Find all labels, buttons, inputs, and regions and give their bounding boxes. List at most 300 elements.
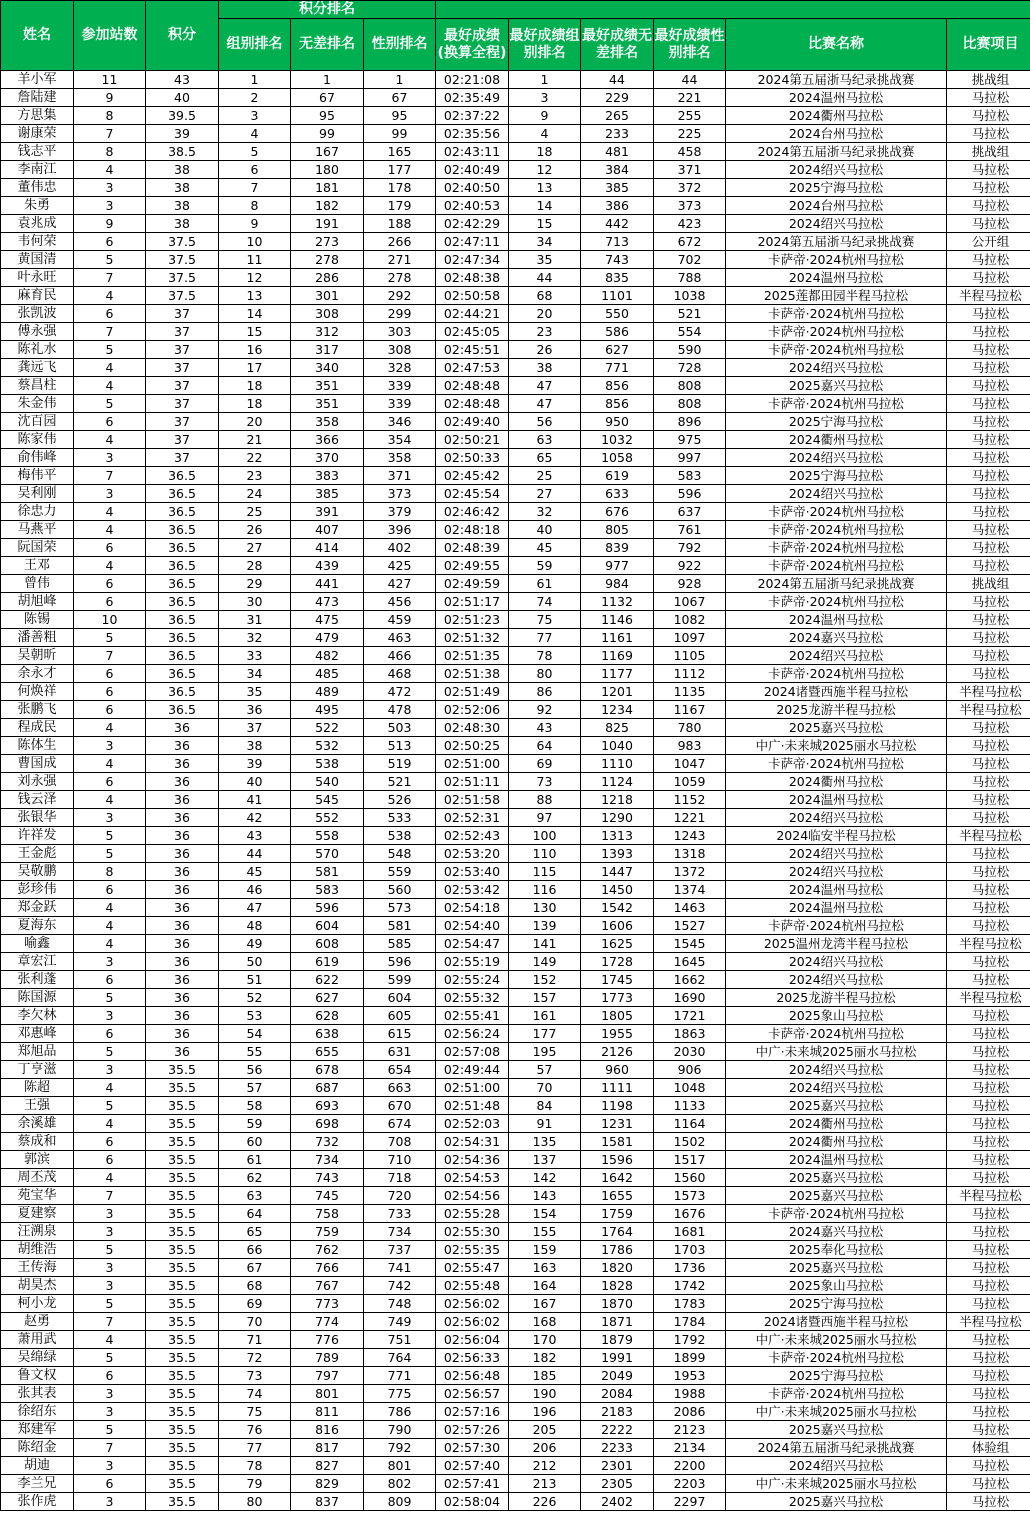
cell-group-rank: 45: [219, 863, 291, 881]
cell-group-rank: 35: [219, 683, 291, 701]
cell-overall-rank: 366: [291, 431, 364, 449]
cell-race: 2025嘉兴马拉松: [726, 377, 947, 395]
table-row: [1, 1043, 1030, 1061]
cell-points: 35.5: [146, 1475, 219, 1493]
cell-event: 马拉松: [947, 845, 1030, 863]
cell-gender-rank: 654: [364, 1061, 436, 1079]
cell-overall-rank: 734: [291, 1151, 364, 1169]
table-row: [1, 161, 1030, 179]
cell-stations: 10: [74, 611, 146, 629]
cell-race: 卡萨帝·2024杭州马拉松: [726, 917, 947, 935]
cell-best-group-rank: 185: [509, 1367, 581, 1385]
cell-event: 马拉松: [947, 953, 1030, 971]
cell-gender-rank: 809: [364, 1493, 436, 1511]
cell-name: 麻育民: [1, 287, 74, 305]
cell-overall-rank: 767: [291, 1277, 364, 1295]
cell-best-gender-rank: 1048: [654, 1079, 726, 1097]
cell-event: 马拉松: [947, 1241, 1030, 1259]
cell-name: 张凯波: [1, 305, 74, 323]
cell-best-group-rank: 73: [509, 773, 581, 791]
cell-gender-rank: 559: [364, 863, 436, 881]
cell-points: 35.5: [146, 1331, 219, 1349]
cell-points: 36.5: [146, 503, 219, 521]
cell-stations: 5: [74, 845, 146, 863]
cell-race: 2025龙游半程马拉松: [726, 701, 947, 719]
cell-group-rank: 18: [219, 395, 291, 413]
cell-stations: 4: [74, 557, 146, 575]
cell-best-time: 02:51:35: [436, 647, 509, 665]
table-row: [1, 917, 1030, 935]
cell-best-group-rank: 3: [509, 89, 581, 107]
cell-points: 38.5: [146, 143, 219, 161]
cell-group-rank: 34: [219, 665, 291, 683]
cell-best-time: 02:54:56: [436, 1187, 509, 1205]
cell-points: 35.5: [146, 1277, 219, 1295]
cell-best-group-rank: 34: [509, 233, 581, 251]
cell-group-rank: 3: [219, 107, 291, 125]
cell-name: 郑金跃: [1, 899, 74, 917]
cell-best-gender-rank: 922: [654, 557, 726, 575]
cell-gender-rank: 670: [364, 1097, 436, 1115]
cell-points: 35.5: [146, 1133, 219, 1151]
cell-event: 马拉松: [947, 1331, 1030, 1349]
cell-best-gender-rank: 1372: [654, 863, 726, 881]
cell-name: 徐忠力: [1, 503, 74, 521]
cell-best-group-rank: 26: [509, 341, 581, 359]
table-row: [1, 665, 1030, 683]
cell-name: 朱勇: [1, 197, 74, 215]
cell-race: 卡萨帝·2024杭州马拉松: [726, 539, 947, 557]
cell-points: 36: [146, 935, 219, 953]
cell-race: 2025莲都田园半程马拉松: [726, 287, 947, 305]
cell-stations: 3: [74, 953, 146, 971]
cell-best-overall-rank: 481: [581, 143, 654, 161]
cell-race: 2024绍兴马拉松: [726, 647, 947, 665]
cell-group-rank: 52: [219, 989, 291, 1007]
cell-event: 马拉松: [947, 1151, 1030, 1169]
cell-stations: 4: [74, 935, 146, 953]
table-row: [1, 863, 1030, 881]
cell-name: 蔡昌柱: [1, 377, 74, 395]
cell-race: 2024第五届浙马纪录挑战赛: [726, 233, 947, 251]
cell-overall-rank: 351: [291, 377, 364, 395]
table-row: [1, 773, 1030, 791]
cell-event: 挑战组: [947, 71, 1030, 89]
cell-best-time: 02:57:16: [436, 1403, 509, 1421]
cell-overall-rank: 687: [291, 1079, 364, 1097]
cell-race: 2025嘉兴马拉松: [726, 1097, 947, 1115]
cell-points: 35.5: [146, 1259, 219, 1277]
table-row: [1, 881, 1030, 899]
cell-group-rank: 80: [219, 1493, 291, 1511]
cell-stations: 4: [74, 431, 146, 449]
cell-group-rank: 64: [219, 1205, 291, 1223]
cell-group-rank: 75: [219, 1403, 291, 1421]
cell-best-gender-rank: 1243: [654, 827, 726, 845]
cell-best-time: 02:55:28: [436, 1205, 509, 1223]
table-row: [1, 107, 1030, 125]
cell-points: 35.5: [146, 1385, 219, 1403]
cell-best-gender-rank: 1784: [654, 1313, 726, 1331]
cell-group-rank: 71: [219, 1331, 291, 1349]
cell-best-time: 02:56:02: [436, 1313, 509, 1331]
cell-best-gender-rank: 44: [654, 71, 726, 89]
cell-race: 2024衢州马拉松: [726, 107, 947, 125]
cell-best-overall-rank: 1805: [581, 1007, 654, 1025]
cell-best-group-rank: 74: [509, 593, 581, 611]
table-row: [1, 395, 1030, 413]
cell-best-group-rank: 27: [509, 485, 581, 503]
cell-points: 36: [146, 719, 219, 737]
cell-race: 2024衢州马拉松: [726, 431, 947, 449]
cell-best-group-rank: 141: [509, 935, 581, 953]
cell-best-gender-rank: 2203: [654, 1475, 726, 1493]
table-row: [1, 1385, 1030, 1403]
cell-best-group-rank: 116: [509, 881, 581, 899]
cell-best-gender-rank: 1545: [654, 935, 726, 953]
cell-points: 39: [146, 125, 219, 143]
cell-gender-rank: 737: [364, 1241, 436, 1259]
table-row: [1, 1439, 1030, 1457]
cell-race: 2024第五届浙马纪录挑战赛: [726, 143, 947, 161]
cell-points: 35.5: [146, 1241, 219, 1259]
cell-name: 周丕茂: [1, 1169, 74, 1187]
cell-gender-rank: 605: [364, 1007, 436, 1025]
cell-gender-rank: 720: [364, 1187, 436, 1205]
cell-name: 沈百园: [1, 413, 74, 431]
cell-gender-rank: 165: [364, 143, 436, 161]
cell-race: 卡萨帝·2024杭州马拉松: [726, 1025, 947, 1043]
cell-overall-rank: 596: [291, 899, 364, 917]
cell-points: 35.5: [146, 1457, 219, 1475]
cell-name: 谢康荣: [1, 125, 74, 143]
cell-name: 程成民: [1, 719, 74, 737]
cell-group-rank: 1: [219, 71, 291, 89]
cell-best-time: 02:42:29: [436, 215, 509, 233]
cell-group-rank: 63: [219, 1187, 291, 1205]
cell-best-group-rank: 161: [509, 1007, 581, 1025]
cell-best-gender-rank: 1463: [654, 899, 726, 917]
cell-race: 卡萨帝·2024杭州马拉松: [726, 503, 947, 521]
cell-best-group-rank: 61: [509, 575, 581, 593]
table-row: [1, 89, 1030, 107]
cell-event: 马拉松: [947, 521, 1030, 539]
cell-best-overall-rank: 229: [581, 89, 654, 107]
table-row: [1, 1259, 1030, 1277]
cell-best-time: 02:57:08: [436, 1043, 509, 1061]
cell-points: 35.5: [146, 1367, 219, 1385]
cell-best-group-rank: 139: [509, 917, 581, 935]
cell-overall-rank: 628: [291, 1007, 364, 1025]
cell-best-group-rank: 4: [509, 125, 581, 143]
table-row: [1, 1349, 1030, 1367]
cell-best-time: 02:47:11: [436, 233, 509, 251]
cell-best-overall-rank: 633: [581, 485, 654, 503]
cell-best-overall-rank: 1871: [581, 1313, 654, 1331]
cell-best-time: 02:55:30: [436, 1223, 509, 1241]
cell-points: 35.5: [146, 1439, 219, 1457]
cell-gender-rank: 379: [364, 503, 436, 521]
cell-best-overall-rank: 1201: [581, 683, 654, 701]
cell-event: 马拉松: [947, 395, 1030, 413]
cell-name: 陈国源: [1, 989, 74, 1007]
cell-overall-rank: 385: [291, 485, 364, 503]
cell-points: 36: [146, 1007, 219, 1025]
cell-group-rank: 20: [219, 413, 291, 431]
cell-points: 36: [146, 737, 219, 755]
cell-best-group-rank: 20: [509, 305, 581, 323]
cell-stations: 6: [74, 1475, 146, 1493]
cell-overall-rank: 829: [291, 1475, 364, 1493]
cell-group-rank: 8: [219, 197, 291, 215]
cell-best-overall-rank: 2126: [581, 1043, 654, 1061]
cell-name: 韦何荣: [1, 233, 74, 251]
header-rank-group: 积分排名: [219, 1, 436, 19]
cell-name: 胡迪: [1, 1457, 74, 1475]
cell-points: 36: [146, 863, 219, 881]
cell-best-overall-rank: 1655: [581, 1187, 654, 1205]
cell-stations: 5: [74, 1295, 146, 1313]
cell-best-time: 02:57:41: [436, 1475, 509, 1493]
cell-event: 马拉松: [947, 647, 1030, 665]
cell-name: 章宏江: [1, 953, 74, 971]
cell-stations: 7: [74, 1313, 146, 1331]
cell-race: 中广·未来城2025丽水马拉松: [726, 1403, 947, 1421]
cell-stations: 4: [74, 521, 146, 539]
cell-race: 2024绍兴马拉松: [726, 953, 947, 971]
cell-gender-rank: 339: [364, 377, 436, 395]
cell-best-gender-rank: 1736: [654, 1259, 726, 1277]
cell-best-overall-rank: 1110: [581, 755, 654, 773]
cell-best-gender-rank: 1318: [654, 845, 726, 863]
cell-event: 马拉松: [947, 215, 1030, 233]
cell-group-rank: 72: [219, 1349, 291, 1367]
cell-overall-rank: 340: [291, 359, 364, 377]
cell-best-overall-rank: 984: [581, 575, 654, 593]
cell-best-overall-rank: 386: [581, 197, 654, 215]
cell-best-group-rank: 137: [509, 1151, 581, 1169]
cell-points: 35.5: [146, 1349, 219, 1367]
cell-best-time: 02:51:23: [436, 611, 509, 629]
cell-race: 2025温州龙湾半程马拉松: [726, 935, 947, 953]
cell-points: 35.5: [146, 1223, 219, 1241]
table-row: [1, 1025, 1030, 1043]
cell-stations: 4: [74, 1079, 146, 1097]
cell-gender-rank: 308: [364, 341, 436, 359]
cell-name: 刘永强: [1, 773, 74, 791]
cell-best-gender-rank: 983: [654, 737, 726, 755]
cell-best-group-rank: 92: [509, 701, 581, 719]
cell-event: 半程马拉松: [947, 287, 1030, 305]
cell-overall-rank: 358: [291, 413, 364, 431]
cell-best-group-rank: 170: [509, 1331, 581, 1349]
cell-stations: 7: [74, 1439, 146, 1457]
cell-points: 36: [146, 773, 219, 791]
cell-best-gender-rank: 1133: [654, 1097, 726, 1115]
cell-best-overall-rank: 1596: [581, 1151, 654, 1169]
cell-best-gender-rank: 672: [654, 233, 726, 251]
cell-points: 36.5: [146, 593, 219, 611]
header-group-rank: 组别排名: [219, 19, 291, 71]
cell-best-group-rank: 195: [509, 1043, 581, 1061]
cell-gender-rank: 718: [364, 1169, 436, 1187]
cell-name: 夏海东: [1, 917, 74, 935]
cell-best-overall-rank: 713: [581, 233, 654, 251]
table-row: [1, 755, 1030, 773]
cell-best-overall-rank: 839: [581, 539, 654, 557]
cell-points: 38: [146, 161, 219, 179]
cell-best-group-rank: 206: [509, 1439, 581, 1457]
cell-overall-rank: 797: [291, 1367, 364, 1385]
cell-stations: 6: [74, 1025, 146, 1043]
table-row: [1, 269, 1030, 287]
cell-best-time: 02:52:31: [436, 809, 509, 827]
cell-best-group-rank: 35: [509, 251, 581, 269]
table-row: [1, 359, 1030, 377]
cell-best-gender-rank: 255: [654, 107, 726, 125]
cell-best-time: 02:49:59: [436, 575, 509, 593]
cell-race: 2024温州马拉松: [726, 89, 947, 107]
cell-group-rank: 25: [219, 503, 291, 521]
cell-gender-rank: 734: [364, 1223, 436, 1241]
cell-best-time: 02:48:38: [436, 269, 509, 287]
cell-group-rank: 17: [219, 359, 291, 377]
cell-best-group-rank: 168: [509, 1313, 581, 1331]
table-row: [1, 1421, 1030, 1439]
cell-name: 余永才: [1, 665, 74, 683]
header-best-gender: 最好成绩性别排名: [654, 19, 726, 71]
cell-best-gender-rank: 1164: [654, 1115, 726, 1133]
cell-best-time: 02:51:11: [436, 773, 509, 791]
cell-event: 马拉松: [947, 89, 1030, 107]
cell-stations: 11: [74, 71, 146, 89]
cell-group-rank: 50: [219, 953, 291, 971]
cell-gender-rank: 328: [364, 359, 436, 377]
cell-overall-rank: 167: [291, 143, 364, 161]
cell-points: 35.5: [146, 1115, 219, 1133]
cell-gender-rank: 733: [364, 1205, 436, 1223]
cell-stations: 3: [74, 1061, 146, 1079]
cell-best-overall-rank: 1625: [581, 935, 654, 953]
cell-race: 2024绍兴马拉松: [726, 1061, 947, 1079]
cell-event: 马拉松: [947, 269, 1030, 287]
header-points: 积分: [146, 1, 219, 71]
cell-name: 丁亨滋: [1, 1061, 74, 1079]
cell-gender-rank: 615: [364, 1025, 436, 1043]
cell-best-time: 02:48:48: [436, 395, 509, 413]
cell-best-overall-rank: 2305: [581, 1475, 654, 1493]
cell-best-gender-rank: 583: [654, 467, 726, 485]
cell-best-time: 02:54:40: [436, 917, 509, 935]
table-row: [1, 701, 1030, 719]
cell-best-overall-rank: 1606: [581, 917, 654, 935]
cell-group-rank: 13: [219, 287, 291, 305]
cell-group-rank: 69: [219, 1295, 291, 1313]
cell-gender-rank: 278: [364, 269, 436, 287]
cell-stations: 4: [74, 917, 146, 935]
cell-gender-rank: 354: [364, 431, 436, 449]
cell-best-group-rank: 65: [509, 449, 581, 467]
cell-stations: 6: [74, 233, 146, 251]
cell-best-overall-rank: 977: [581, 557, 654, 575]
cell-race: 2024绍兴马拉松: [726, 863, 947, 881]
cell-best-group-rank: 213: [509, 1475, 581, 1493]
cell-gender-rank: 177: [364, 161, 436, 179]
cell-gender-rank: 581: [364, 917, 436, 935]
cell-best-time: 02:40:50: [436, 179, 509, 197]
cell-stations: 4: [74, 1115, 146, 1133]
cell-gender-rank: 463: [364, 629, 436, 647]
cell-best-time: 02:51:00: [436, 1079, 509, 1097]
cell-group-rank: 74: [219, 1385, 291, 1403]
cell-gender-rank: 790: [364, 1421, 436, 1439]
cell-stations: 3: [74, 1205, 146, 1223]
cell-race: 2024临安半程马拉松: [726, 827, 947, 845]
cell-gender-rank: 538: [364, 827, 436, 845]
cell-group-rank: 62: [219, 1169, 291, 1187]
cell-group-rank: 48: [219, 917, 291, 935]
cell-best-group-rank: 57: [509, 1061, 581, 1079]
cell-stations: 6: [74, 413, 146, 431]
cell-best-group-rank: 130: [509, 899, 581, 917]
cell-best-time: 02:55:35: [436, 1241, 509, 1259]
cell-best-overall-rank: 2084: [581, 1385, 654, 1403]
cell-overall-rank: 414: [291, 539, 364, 557]
cell-best-gender-rank: 702: [654, 251, 726, 269]
cell-race: 卡萨帝·2024杭州马拉松: [726, 557, 947, 575]
cell-name: 张鹏飞: [1, 701, 74, 719]
cell-name: 王传海: [1, 1259, 74, 1277]
cell-best-overall-rank: 1124: [581, 773, 654, 791]
cell-stations: 7: [74, 647, 146, 665]
cell-stations: 4: [74, 755, 146, 773]
table-row: [1, 971, 1030, 989]
table-row: [1, 1079, 1030, 1097]
cell-gender-rank: 459: [364, 611, 436, 629]
cell-stations: 8: [74, 107, 146, 125]
cell-overall-rank: 273: [291, 233, 364, 251]
cell-overall-rank: 540: [291, 773, 364, 791]
cell-race: 中广·未来城2025丽水马拉松: [726, 737, 947, 755]
cell-best-group-rank: 149: [509, 953, 581, 971]
cell-group-rank: 54: [219, 1025, 291, 1043]
cell-best-group-rank: 38: [509, 359, 581, 377]
cell-group-rank: 79: [219, 1475, 291, 1493]
cell-points: 38: [146, 179, 219, 197]
cell-best-overall-rank: 2233: [581, 1439, 654, 1457]
cell-best-time: 02:48:48: [436, 377, 509, 395]
cell-best-time: 02:56:04: [436, 1331, 509, 1349]
cell-name: 龚远飞: [1, 359, 74, 377]
cell-group-rank: 37: [219, 719, 291, 737]
cell-group-rank: 9: [219, 215, 291, 233]
cell-event: 马拉松: [947, 557, 1030, 575]
cell-overall-rank: 532: [291, 737, 364, 755]
cell-race: 2025嘉兴马拉松: [726, 1169, 947, 1187]
cell-name: 张利蓬: [1, 971, 74, 989]
cell-group-rank: 70: [219, 1313, 291, 1331]
cell-best-group-rank: 56: [509, 413, 581, 431]
cell-group-rank: 5: [219, 143, 291, 161]
cell-group-rank: 47: [219, 899, 291, 917]
cell-race: 卡萨帝·2024杭州马拉松: [726, 305, 947, 323]
cell-stations: 3: [74, 1457, 146, 1475]
cell-points: 36: [146, 809, 219, 827]
cell-stations: 7: [74, 467, 146, 485]
cell-overall-rank: 180: [291, 161, 364, 179]
cell-gender-rank: 775: [364, 1385, 436, 1403]
cell-points: 35.5: [146, 1493, 219, 1511]
